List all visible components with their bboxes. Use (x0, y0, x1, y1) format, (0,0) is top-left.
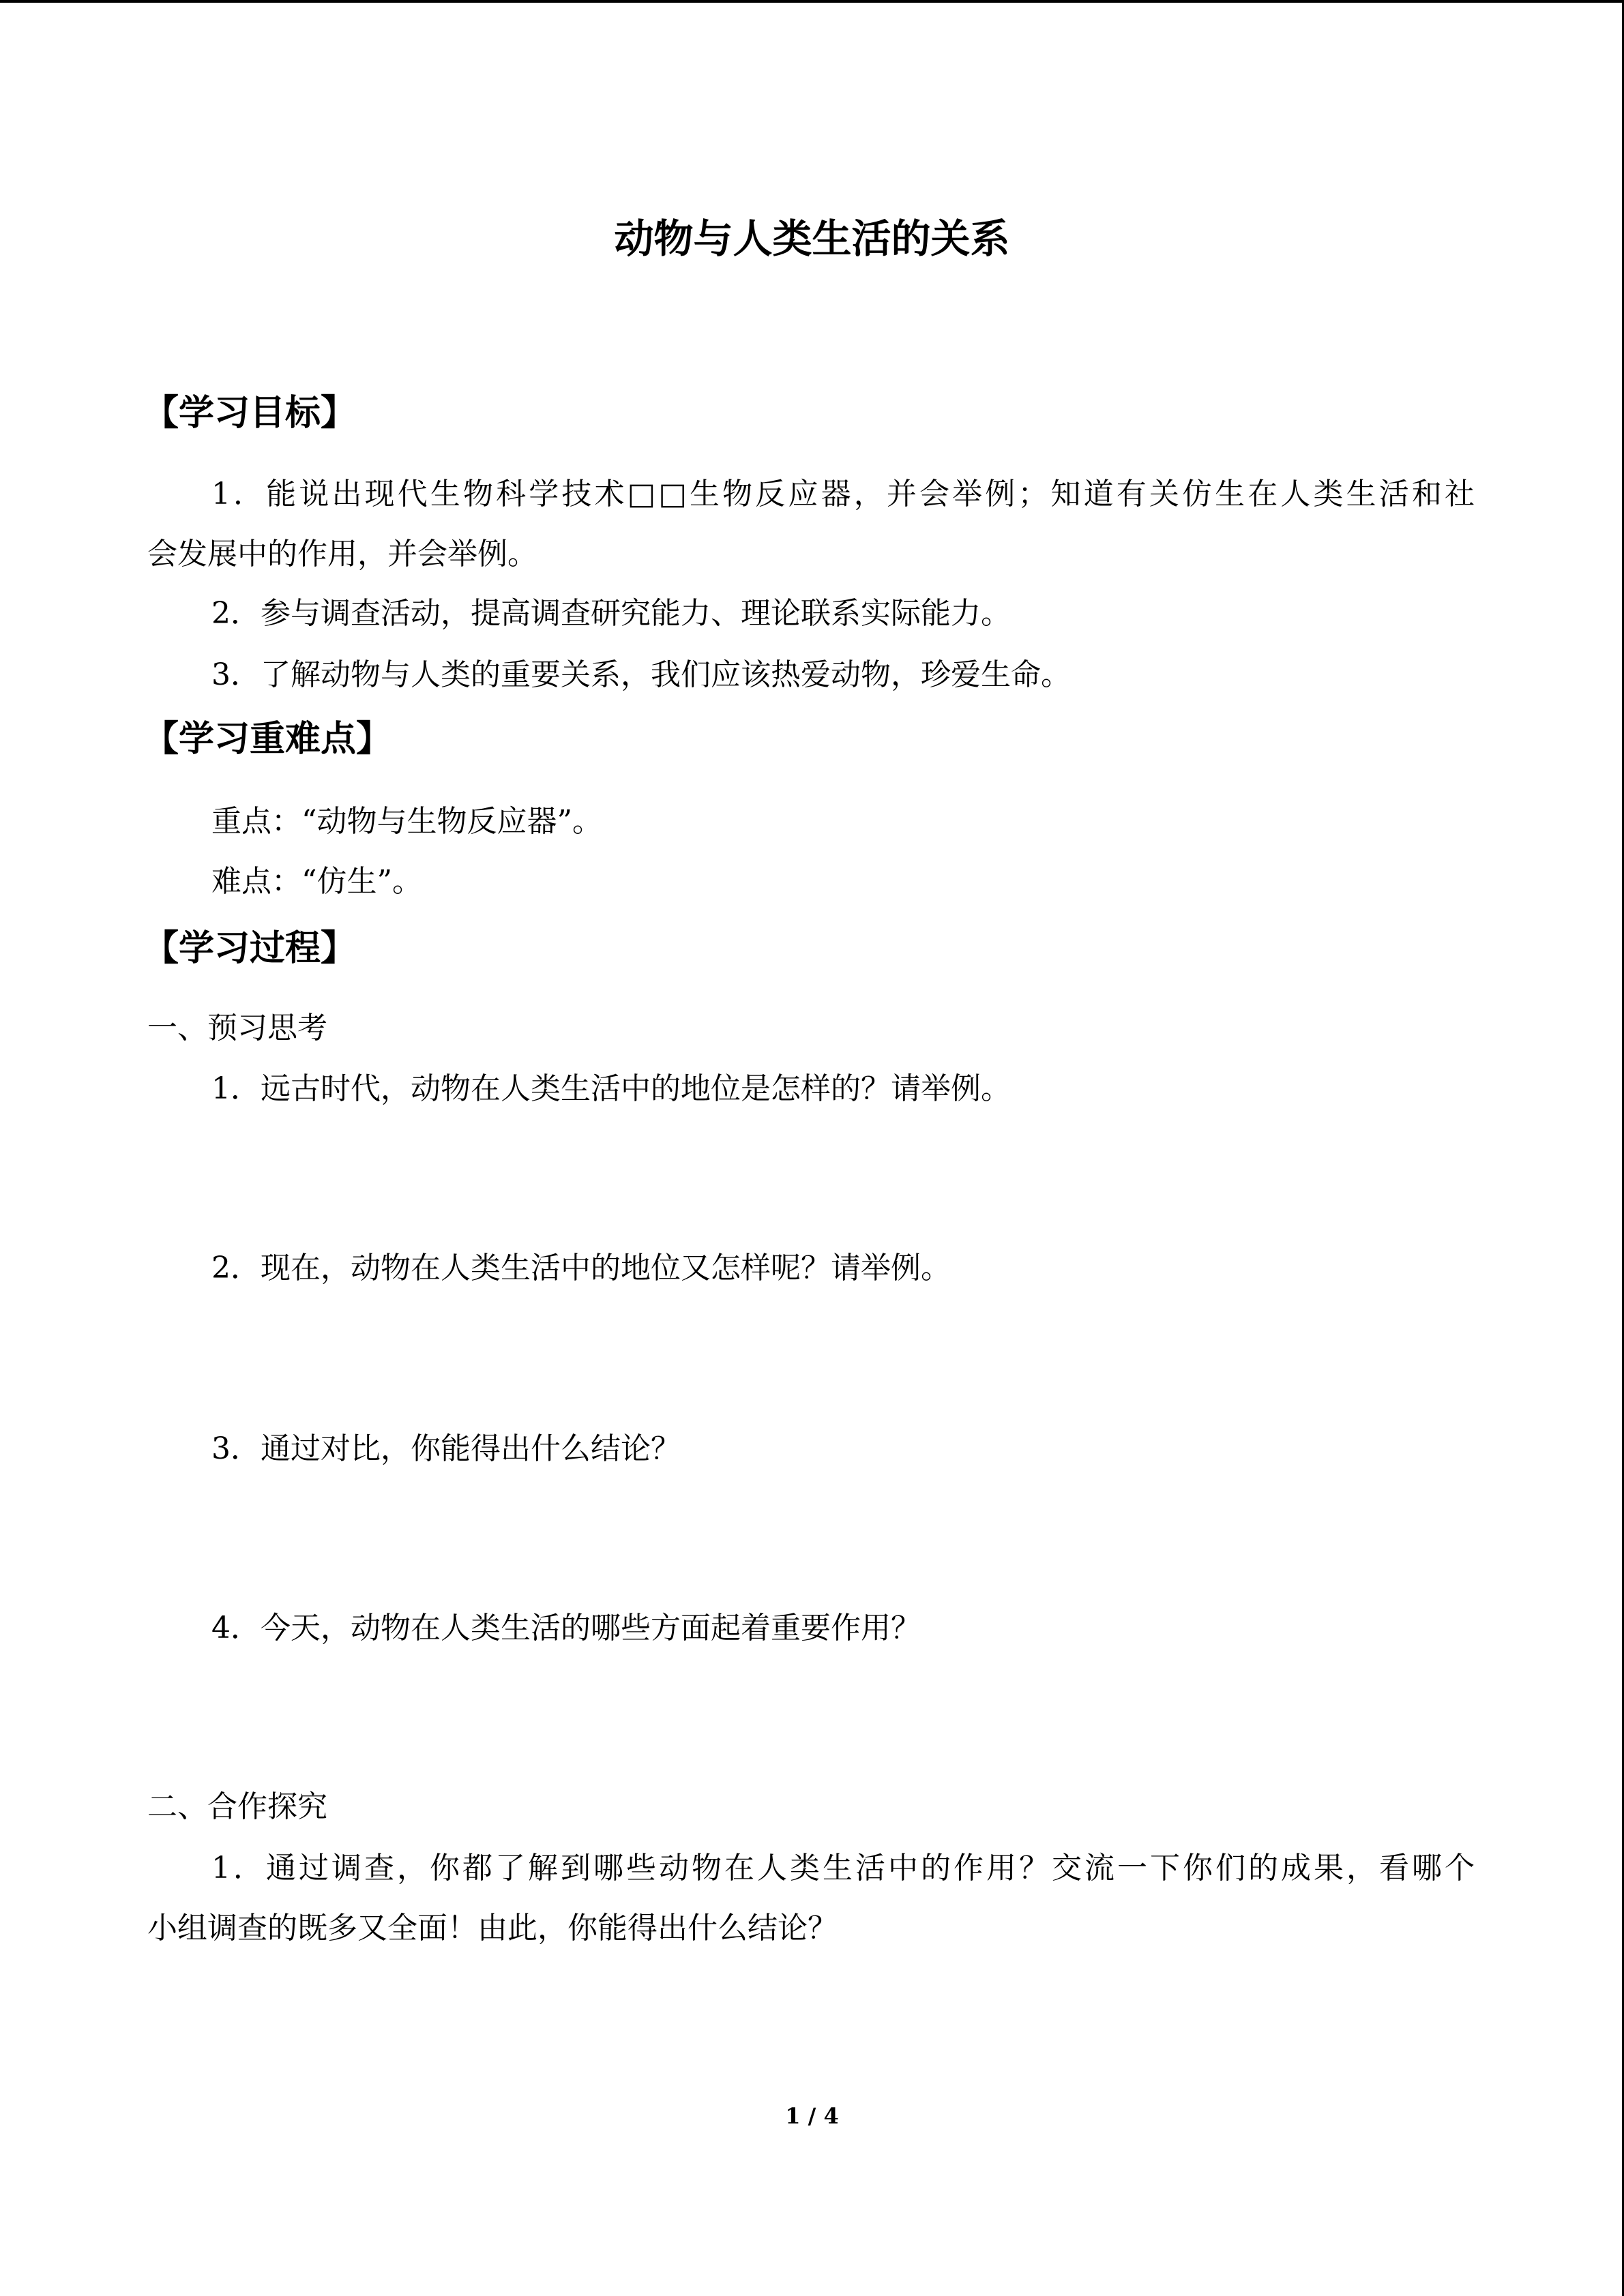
goals-heading: 【学习目标】 (143, 393, 357, 434)
keypoints-heading: 【学习重难点】 (143, 719, 392, 760)
goal-item-2: 2．参与调查活动，提高调查研究能力、理论联系实际能力。 (211, 596, 1011, 631)
preview-question-4: 4．今天，动物在人类生活的哪些方面起着重要作用？ (211, 1611, 921, 1645)
page-number: 1 / 4 (785, 2103, 839, 2129)
preview-question-3: 3．通过对比，你能得出什么结论？ (211, 1431, 681, 1466)
document-title: 动物与人类生活的关系 (614, 215, 1010, 262)
cooperate-item-1-line-1: 1．通过调查，你都了解到哪些动物在人类生活中的作用？交流一下你们的成果，看哪个 (211, 1851, 1475, 1885)
preview-question-2: 2．现在，动物在人类生活中的地位又怎样呢？请举例。 (211, 1251, 951, 1285)
goal-item-1-line-1: 1．能说出现代生物科学技术□□生物反应器，并会举例；知道有关仿生在人类生活和社 (211, 477, 1475, 511)
preview-question-1: 1．远古时代，动物在人类生活中的地位是怎样的？请举例。 (211, 1071, 1011, 1106)
goal-item-1-line-2: 会发展中的作用，并会举例。 (147, 537, 537, 571)
keypoint-focus: 重点：“动物与生物反应器”。 (211, 804, 602, 839)
cooperate-item-1-line-2: 小组调查的既多又全面！由此，你能得出什么结论？ (147, 1911, 838, 1945)
goal-item-3: 3．了解动物与人类的重要关系，我们应该热爱动物，珍爱生命。 (211, 657, 1071, 692)
keypoint-difficulty: 难点：“仿生”。 (211, 864, 422, 899)
top-border (0, 0, 1624, 3)
preview-section-title: 一、预习思考 (147, 1011, 327, 1045)
cooperate-section-title: 二、合作探究 (147, 1789, 327, 1824)
process-heading: 【学习过程】 (143, 928, 357, 969)
